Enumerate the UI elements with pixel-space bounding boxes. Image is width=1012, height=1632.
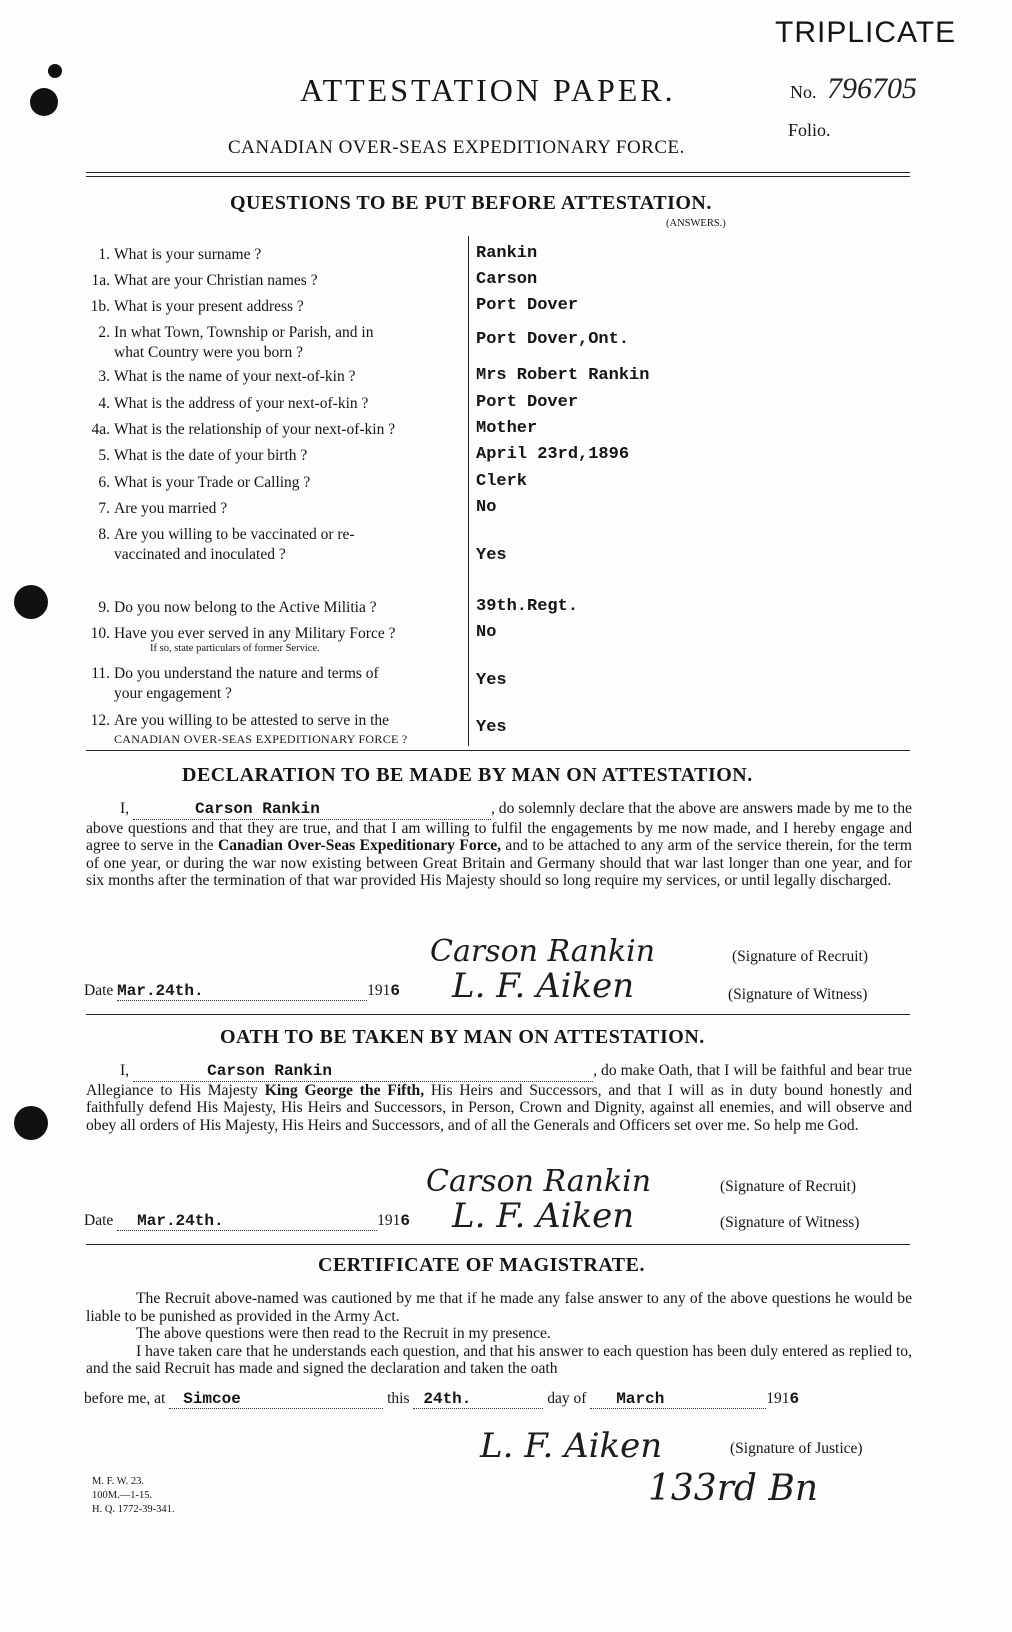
question-text: In what Town, Township or Parish, and in <box>114 324 374 341</box>
oath-text <box>86 1062 912 1134</box>
answer-13: No <box>476 623 497 642</box>
punch-hole-top-small <box>48 64 62 78</box>
declaration-force-name: Canadian Over-Seas Expeditionary Force, <box>217 837 502 855</box>
question-text: Are you willing to be attested to serve in the <box>114 712 390 729</box>
header-divider-top <box>86 172 910 173</box>
certificate-justice-label: (Signature of Justice) <box>730 1440 863 1457</box>
header-divider-bottom <box>86 176 910 177</box>
oath-text-a: , do make Oath, that I will be faithful and bear true Allegiance to His Majesty <box>86 1062 912 1099</box>
certificate-heading: CERTIFICATE OF MAGISTRATE. <box>318 1254 645 1276</box>
question-text: What is your surname ? <box>114 246 262 263</box>
oath-prefix: I, <box>120 1062 130 1079</box>
oath-date <box>84 1212 410 1231</box>
question-text: What is your present address ? <box>114 298 304 315</box>
oath-year-suffix: 6 <box>400 1212 410 1230</box>
declaration-year-suffix: 6 <box>390 982 400 1000</box>
question-number: 1b. <box>90 298 110 315</box>
question-number: 7. <box>98 500 110 517</box>
declaration-prefix: I, <box>120 800 130 817</box>
declaration-date-value: Mar.24th. <box>117 982 204 1000</box>
question-3 <box>88 298 304 316</box>
certificate-year-suffix: 6 <box>789 1390 800 1408</box>
question-number: 6. <box>98 474 110 491</box>
question-number: 1. <box>98 246 110 263</box>
punch-hole-middle <box>14 585 48 619</box>
answers-column-divider <box>468 236 469 746</box>
hq-reference: H. Q. 1772-39-341. <box>92 1504 175 1515</box>
certificate-justice-signature: L. F. Aiken <box>480 1426 663 1466</box>
question-text: Do you now belong to the Active Militia ? <box>114 599 377 616</box>
declaration-date <box>84 982 400 1001</box>
oath-witness-label: (Signature of Witness) <box>720 1214 860 1231</box>
answer-12: 39th.Regt. <box>476 597 579 616</box>
oath-recruit-label: (Signature of Recruit) <box>720 1178 857 1195</box>
oath-king-name: King George the Fifth, <box>264 1081 425 1099</box>
declaration-recruit-label: (Signature of Recruit) <box>732 948 869 965</box>
question-number: 8. <box>98 526 110 543</box>
question-number: 3. <box>98 368 110 385</box>
question-text: Are you willing to be vaccinated or re- <box>114 526 355 543</box>
question-text: What is the relationship of your next-of-kin ? <box>114 421 396 438</box>
oath-date-line <box>117 1212 377 1231</box>
question-number: 10. <box>90 625 110 642</box>
question-text-continued: what Country were you born ? <box>114 344 303 361</box>
declaration-year-prefix: 191 <box>367 982 391 999</box>
certificate-place-field <box>169 1390 383 1409</box>
question-text-continued: CANADIAN OVER-SEAS EXPEDITIONARY FORCE ? <box>114 732 408 746</box>
question-13 <box>88 625 395 654</box>
answer-14: Yes <box>476 671 507 690</box>
certificate-para-1: The Recruit above-named was cautioned by me that if he made any false answer to any of the above questions he would be liable to be punished as provided in the Army Act. <box>86 1290 912 1325</box>
certificate-place-line <box>84 1390 799 1409</box>
certificate-month-field <box>590 1390 766 1409</box>
answer-4: Port Dover,Ont. <box>476 330 630 349</box>
answer-1: Rankin <box>476 244 538 263</box>
form-number: M. F. W. 23. <box>92 1476 144 1487</box>
declaration-name: Carson Rankin <box>195 800 320 818</box>
certificate-day: 24th. <box>423 1390 472 1408</box>
question-11 <box>88 526 355 564</box>
certificate-month: March <box>616 1390 665 1408</box>
question-number: 1a. <box>91 272 110 289</box>
oath-date-value: Mar.24th. <box>137 1212 224 1230</box>
question-number: 2. <box>98 324 110 341</box>
question-9 <box>88 474 310 492</box>
declaration-date-label: Date <box>84 982 114 999</box>
question-number: 12. <box>90 712 110 729</box>
answer-6: Port Dover <box>476 393 579 412</box>
question-text: What is the name of your next-of-kin ? <box>114 368 356 385</box>
question-text-continued: your engagement ? <box>114 685 232 702</box>
question-number: 4a. <box>91 421 110 438</box>
question-6 <box>88 395 368 413</box>
question-text-continued: vaccinated and inoculated ? <box>114 546 286 563</box>
oath-name: Carson Rankin <box>207 1062 332 1080</box>
answer-9: Clerk <box>476 472 528 491</box>
answer-3: Port Dover <box>476 296 579 315</box>
question-number: 9. <box>98 599 110 616</box>
certificate-text <box>86 1290 912 1378</box>
declaration-text-c: and to be attached to any arm of the service therein, for the term of one year, or during the war now existing between Great Britain and Germany should that war last longer than one year, and for six months after the termination of that war provided His Majesty should so long require my services, or until legally discharged. <box>86 837 912 890</box>
regimental-number <box>790 72 917 106</box>
question-1 <box>88 246 261 264</box>
answer-10: No <box>476 498 497 517</box>
oath-name-line <box>133 1062 593 1082</box>
question-note: If so, state particulars of former Service. <box>150 643 320 654</box>
question-text: Are you married ? <box>114 500 228 517</box>
question-10 <box>88 500 227 518</box>
answer-2: Carson <box>476 270 538 289</box>
folio-label: Folio. <box>788 120 831 140</box>
answer-8: April 23rd,1896 <box>476 445 630 464</box>
certificate-para-2: The above questions were then read to the Recruit in my presence. <box>136 1325 551 1343</box>
oath-witness-signature: L. F. Aiken <box>452 1196 635 1236</box>
certificate-day-field <box>413 1390 543 1409</box>
question-7 <box>88 421 395 439</box>
certificate-before-label: before me, at <box>84 1390 166 1407</box>
number-value: 796705 <box>827 72 917 105</box>
question-2 <box>88 272 318 290</box>
question-12 <box>88 599 377 617</box>
declaration-date-line <box>117 982 367 1001</box>
oath-text-c: His Heirs and Successors, and that I will as in duty bound honestly and faithfully defend His Majesty, His Heirs and Successors, in Person, Crown and Dignity, against all enemies, and will observe and obey all orders of His Majesty, His Heirs and Successors, and of all the Generals and Officers set over me. So help me God. <box>86 1081 912 1134</box>
number-label: No. <box>790 82 817 102</box>
question-text: What are your Christian names ? <box>114 272 318 289</box>
question-5 <box>88 368 355 386</box>
unit-annotation: 133rd Bn <box>648 1468 819 1509</box>
answer-7: Mother <box>476 419 538 438</box>
print-run: 100M.—1-15. <box>92 1490 153 1501</box>
question-text: What is the date of your birth ? <box>114 447 308 464</box>
oath-bottom-divider <box>86 1244 910 1245</box>
declaration-heading: DECLARATION TO BE MADE BY MAN ON ATTESTATION. <box>182 764 753 786</box>
certificate-day-of-label: day of <box>547 1390 587 1407</box>
form-subtitle: CANADIAN OVER-SEAS EXPEDITIONARY FORCE. <box>228 137 685 158</box>
answer-5: Mrs Robert Rankin <box>476 366 650 385</box>
declaration-text-a: , do solemnly declare that the above are answers made by me to the above questions and that they are true, and that I am willing to fulfil the engagements by me now made, and I hereby engage and agree to serve in the <box>86 800 912 855</box>
declaration-witness-label: (Signature of Witness) <box>728 986 868 1003</box>
question-number: 4. <box>98 395 110 412</box>
certificate-place: Simcoe <box>183 1390 241 1408</box>
question-text: What is your Trade or Calling ? <box>114 474 311 491</box>
question-number: 11. <box>91 665 110 682</box>
oath-recruit-signature: Carson Rankin <box>426 1164 652 1199</box>
question-8 <box>88 447 307 465</box>
question-14 <box>88 665 379 703</box>
certificate-year-prefix: 191 <box>766 1390 790 1407</box>
triplicate-stamp: TRIPLICATE <box>775 16 957 49</box>
declaration-name-line <box>133 800 491 820</box>
punch-hole-top <box>30 88 58 116</box>
answer-11: Yes <box>476 546 507 565</box>
questions-heading: QUESTIONS TO BE PUT BEFORE ATTESTATION. <box>230 192 712 214</box>
oath-heading: OATH TO BE TAKEN BY MAN ON ATTESTATION. <box>220 1026 705 1048</box>
oath-date-label: Date <box>84 1212 114 1229</box>
certificate-this-label: this <box>387 1390 410 1407</box>
question-4 <box>88 324 373 362</box>
answers-label: (ANSWERS.) <box>666 218 726 229</box>
punch-hole-lower <box>14 1106 48 1140</box>
declaration-bottom-divider <box>86 1014 910 1015</box>
declaration-recruit-signature: Carson Rankin <box>430 934 656 969</box>
certificate-para-3: I have taken care that he understands each question, and that his answer to each question has been duly entered as replied to, and the said Recruit has made and signed the declaration and taken the oath <box>86 1342 912 1378</box>
question-text: Have you ever served in any Military Force ? <box>114 625 396 642</box>
oath-year-prefix: 191 <box>377 1212 401 1229</box>
page-title: ATTESTATION PAPER. <box>300 72 676 108</box>
answer-15: Yes <box>476 718 507 737</box>
question-15 <box>88 712 408 747</box>
question-number: 5. <box>98 447 110 464</box>
declaration-text <box>86 800 912 890</box>
question-text: Do you understand the nature and terms of <box>114 665 379 682</box>
question-text: What is the address of your next-of-kin ? <box>114 395 369 412</box>
questions-bottom-divider <box>86 750 910 751</box>
declaration-witness-signature: L. F. Aiken <box>452 966 635 1006</box>
